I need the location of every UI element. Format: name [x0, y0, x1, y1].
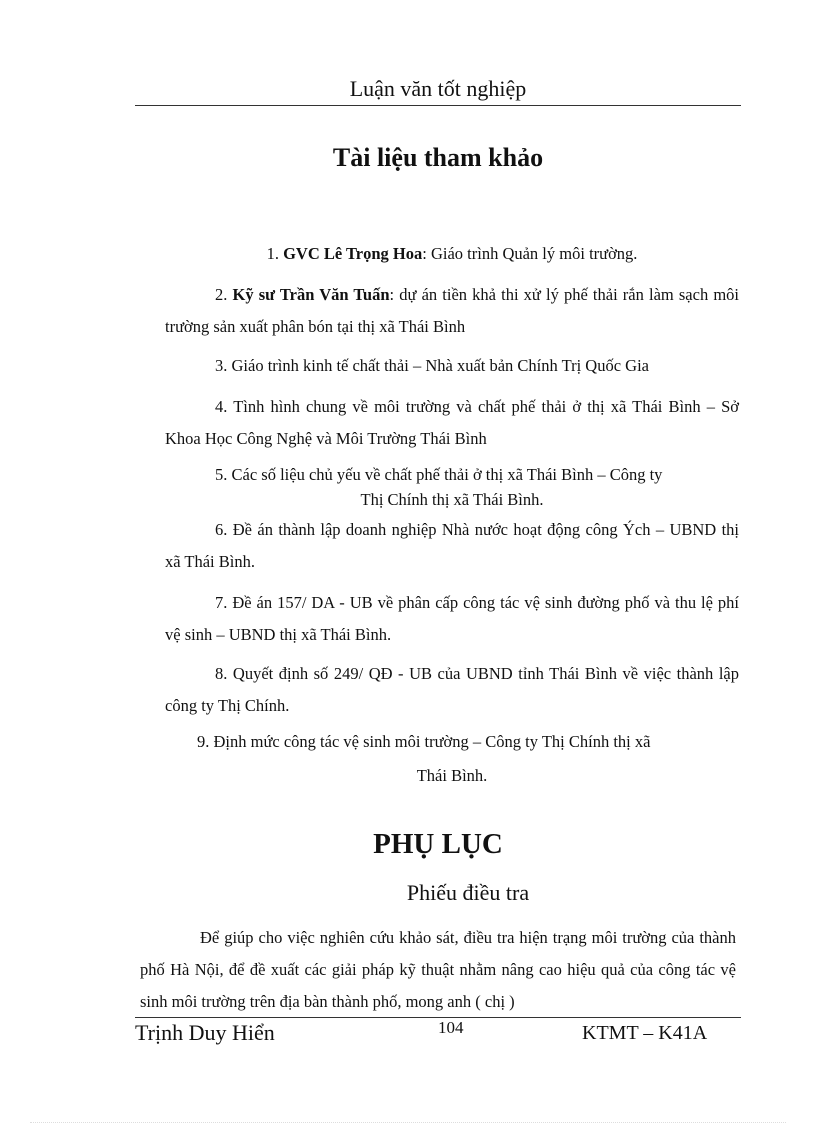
reference-item-3: [165, 350, 739, 382]
reference-text: Giáo trình kinh tế chất thải – Nhà xuất bản Chính Trị Quốc Gia: [231, 356, 649, 375]
page-title: Tài liệu tham khảo: [332, 143, 544, 172]
reference-number: 8.: [215, 664, 228, 683]
reference-number: 1.: [266, 244, 279, 263]
appendix-title: PHỤ LỤC: [373, 828, 503, 860]
reference-item-7: [165, 587, 739, 651]
reference-author: Kỹ sư Trần Văn Tuấn: [232, 285, 390, 304]
reference-text-continued: Thái Bình.: [416, 766, 488, 785]
reference-number: 2.: [215, 285, 228, 304]
reference-number: 7.: [215, 593, 228, 612]
footer-class-code: KTMT – K41A: [582, 1022, 708, 1044]
reference-text: Quyết định số 249/ QĐ - UB của UBND tỉnh Thái Bình về việc thành lập công ty Thị Chính.: [165, 664, 739, 715]
header-rule: [135, 105, 741, 106]
reference-text: Định mức công tác vệ sinh môi trường – Công ty Thị Chính thị xã: [213, 732, 651, 751]
reference-number: 6.: [215, 520, 228, 539]
reference-item-4: [165, 391, 739, 455]
reference-item-8: [165, 658, 739, 722]
reference-text: : Giáo trình Quản lý môi trường.: [422, 244, 638, 263]
reference-item-9: [165, 726, 739, 792]
reference-text: Đề án thành lập doanh nghiệp Nhà nước hoạt động công Ých – UBND thị xã Thái Bình.: [165, 520, 740, 571]
reference-item-2: [165, 279, 739, 343]
reference-number: 9.: [197, 732, 210, 751]
reference-text-continued: Thị Chính thị xã Thái Bình.: [360, 490, 544, 509]
survey-title: Phiếu điều tra: [406, 880, 530, 905]
page-number: 104: [438, 1018, 464, 1037]
reference-number: 5.: [215, 465, 228, 484]
footer-author: Trịnh Duy Hiển: [135, 1020, 275, 1045]
reference-author: GVC Lê Trọng Hoa: [283, 244, 423, 263]
reference-text: Đề án 157/ DA - UB về phân cấp công tác vệ sinh đường phố và thu lệ phí vệ sinh – UBND thị xã Thái Bình.: [165, 593, 739, 644]
reference-item-5: [165, 462, 739, 512]
reference-text: Tình hình chung về môi trường và chất phế thải ở thị xã Thái Bình – Sở Khoa Học Công Nghệ và Môi Trường Thái Bình: [165, 397, 740, 448]
reference-text: Các số liệu chủ yếu về chất phế thải ở thị xã Thái Bình – Công ty: [231, 465, 663, 484]
reference-number: 3.: [215, 356, 228, 375]
running-header-title: Luận văn tốt nghiệp: [349, 76, 527, 101]
reference-text: : dự án tiền khả thi xử lý phế thải rắn làm sạch môi trường sản xuất phân bón tại thị xã Thái Bình: [165, 285, 739, 336]
reference-number: 4.: [215, 397, 228, 416]
reference-item-6: [165, 514, 739, 578]
survey-intro-paragraph: Để giúp cho việc nghiên cứu khảo sát, điều tra hiện trạng môi trường của thành phố Hà Nội, để đề xuất các giải pháp kỹ thuật nhằm nâng cao hiệu quả của công tác vệ sinh môi trường trên địa bàn thành phố, mong anh ( chị ): [140, 928, 736, 1011]
reference-item-1: [165, 238, 739, 270]
